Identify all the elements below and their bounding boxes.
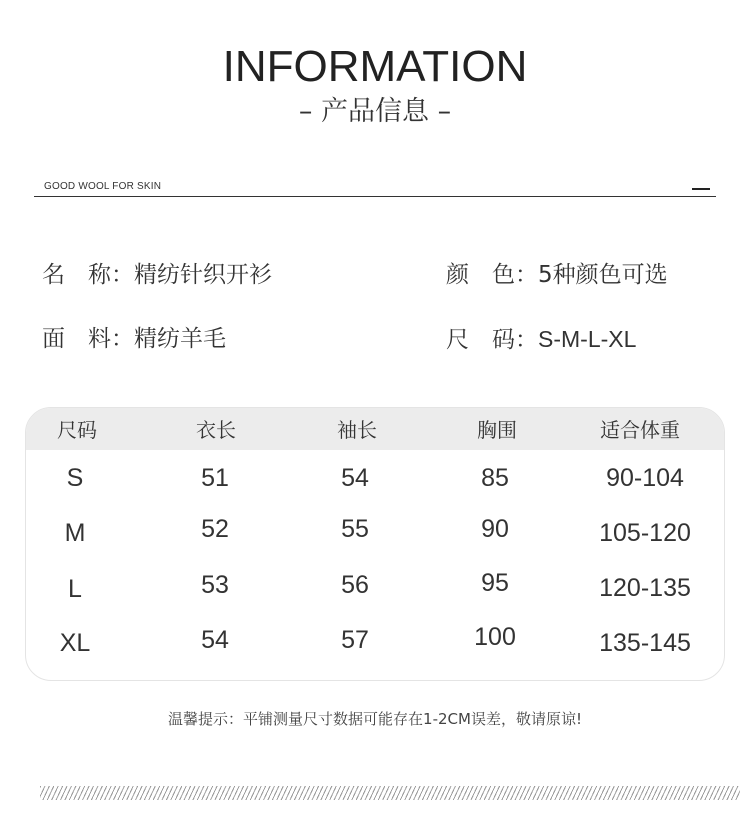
table-cell: 90-104 [606, 464, 684, 492]
table-cell: 135-145 [599, 629, 691, 657]
info-material-value: 精纺羊毛 [134, 326, 226, 352]
tagline: GOOD WOOL FOR SKIN [44, 181, 162, 192]
table-cell: 54 [341, 464, 369, 492]
info-color-value: 5种颜色可选 [538, 262, 668, 288]
table-cell: 85 [481, 464, 509, 492]
table-cell: 95 [481, 569, 509, 597]
header-sleeve: 袖长 [337, 418, 377, 442]
info-name-value: 精纺针织开衫 [134, 262, 272, 288]
divider-dash [692, 188, 710, 190]
info-size-label: 尺 码： [446, 327, 538, 353]
table-cell: 100 [474, 623, 516, 651]
divider-line [34, 196, 716, 197]
measurement-note: 温馨提示：平铺测量尺寸数据可能存在1-2CM误差，敬请原谅! [168, 710, 582, 728]
table-cell: M [64, 519, 86, 547]
size-table-header [26, 408, 724, 450]
info-size-value: S-M-L-XL [538, 326, 637, 352]
header-size: 尺码 [57, 418, 97, 442]
table-cell: 51 [201, 464, 229, 492]
page-title: INFORMATION [222, 42, 528, 91]
table-cell: 56 [341, 571, 369, 599]
table-cell: 55 [341, 515, 369, 543]
table-cell: 54 [201, 626, 229, 654]
table-cell: 120-135 [599, 574, 691, 602]
size-table [25, 407, 725, 681]
table-cell: 105-120 [599, 519, 691, 547]
header-weight: 适合体重 [600, 418, 680, 442]
info-material-label: 面 料： [42, 326, 134, 352]
info-name [42, 260, 272, 290]
header-length: 衣长 [196, 418, 236, 442]
table-cell: 53 [201, 571, 229, 599]
info-color [446, 260, 668, 290]
info-size [446, 324, 636, 355]
table-cell: S [66, 464, 84, 492]
hatch-decoration [40, 786, 740, 800]
info-name-label: 名 称： [42, 262, 134, 288]
info-color-label: 颜 色： [446, 262, 538, 288]
info-material [42, 324, 226, 354]
table-cell: 57 [341, 626, 369, 654]
page-subtitle: – 产品信息 – [298, 96, 452, 127]
table-cell: 52 [201, 515, 229, 543]
table-cell: 90 [481, 515, 509, 543]
table-cell: L [68, 575, 82, 603]
table-cell: XL [59, 629, 91, 657]
header-chest: 胸围 [477, 418, 517, 442]
